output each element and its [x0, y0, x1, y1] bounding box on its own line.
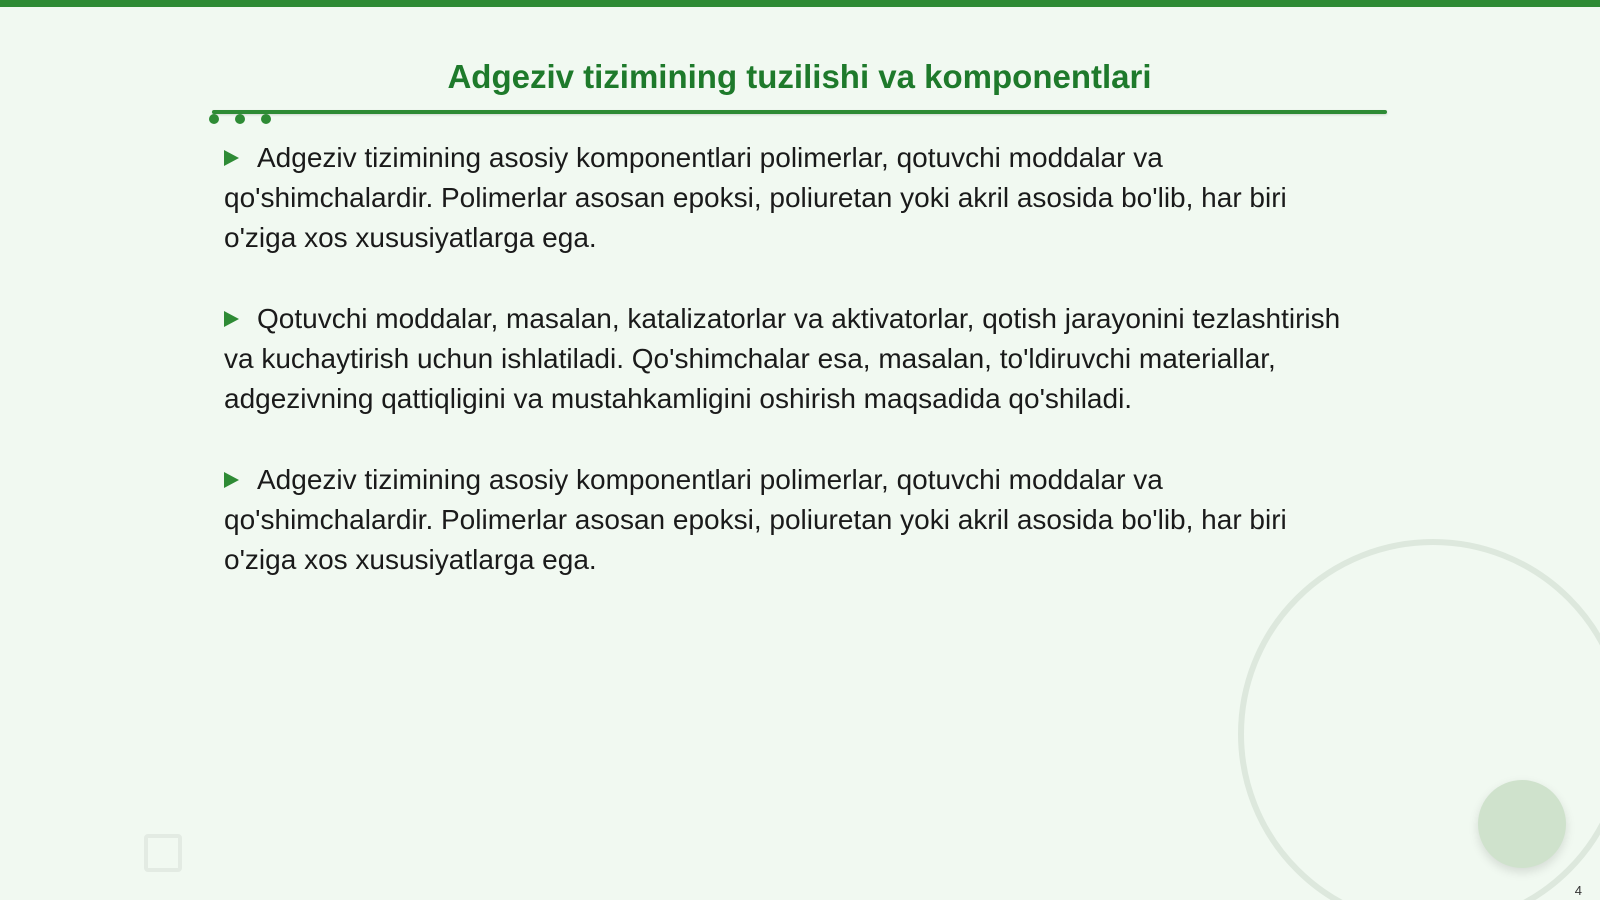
bullet-text-2: Qotuvchi moddalar, masalan, katalizatorlar va aktivatorlar, qotish jarayonini tezlashtirish va kuchaytirish uchun ishlatiladi. Qo'shimchalar esa, masalan, to'ldiruvchi materiallar, adgezivning qattiqligini va mustahkamligini oshirish maqsadida qo'shiladi.: [224, 303, 1341, 414]
title-underline: [212, 110, 1387, 114]
bullet-item-1: [224, 138, 1354, 258]
underline-dot-1: [209, 114, 219, 124]
underline-dot-3: [261, 114, 271, 124]
bullet-text-1: Adgeziv tizimining asosiy komponentlari polimerlar, qotuvchi moddalar va qo'shimchalardir. Polimerlar asosan epoksi, poliuretan yoki akril asosida bo'lib, har biri o'ziga xos xususiyatlarga ega.: [224, 142, 1287, 253]
slide-title: Adgeziv tizimining tuzilishi va komponentlari: [447, 58, 1152, 95]
bullet-list: [224, 138, 1354, 621]
triangle-right-icon: [224, 150, 239, 166]
decorative-disc: [1478, 780, 1566, 868]
triangle-right-icon: [224, 472, 239, 488]
top-accent-bar: [0, 0, 1600, 7]
bullet-item-2: [224, 299, 1354, 419]
bullet-text-3: Adgeziv tizimining asosiy komponentlari polimerlar, qotuvchi moddalar va qo'shimchalardir. Polimerlar asosan epoksi, poliuretan yoki akril asosida bo'lib, har biri o'ziga xos xususiyatlarga ega.: [224, 464, 1287, 575]
page-number: 4: [1574, 883, 1582, 898]
bullet-item-3: [224, 460, 1354, 580]
decorative-square: [144, 834, 182, 872]
underline-dot-2: [235, 114, 245, 124]
triangle-right-icon: [224, 311, 239, 327]
